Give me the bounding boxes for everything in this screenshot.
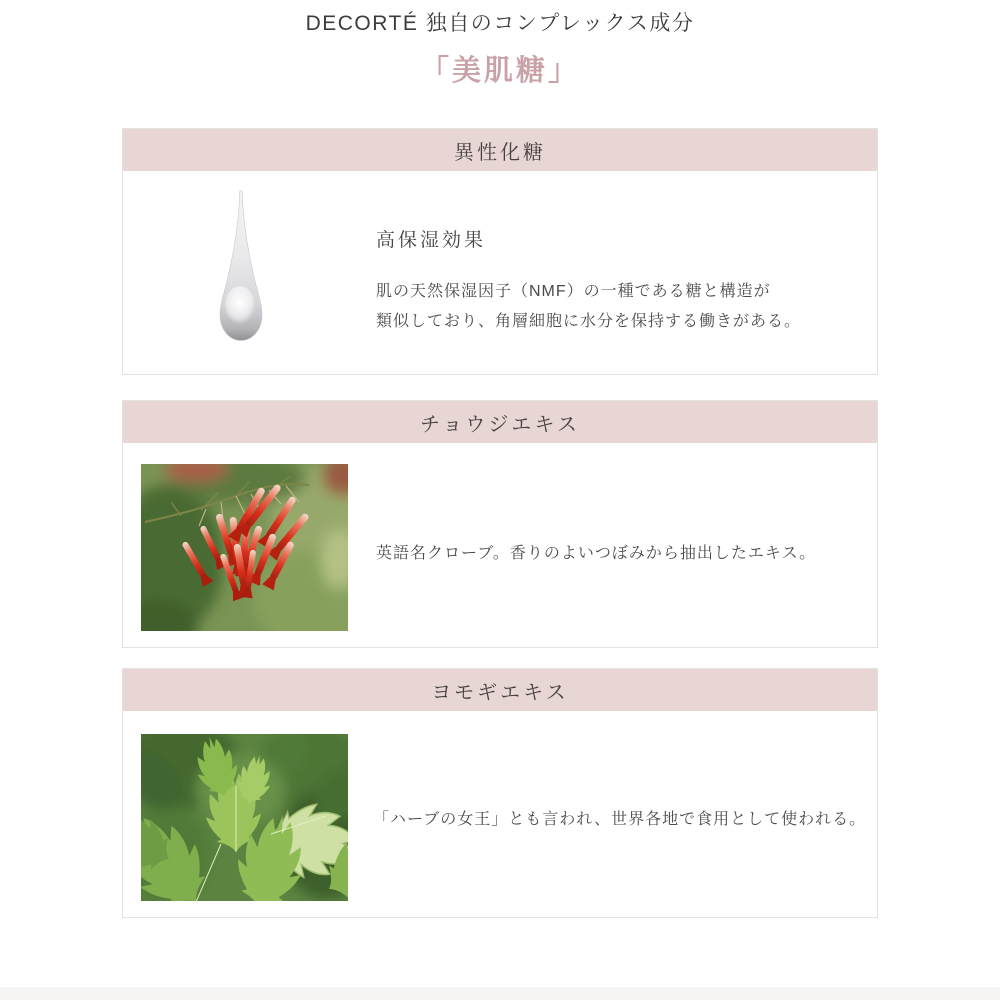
ingredient-card-mugwort-extract (122, 668, 878, 918)
card-description (376, 277, 801, 337)
complex-ingredient-name: 「美肌糖」 (419, 55, 580, 87)
clove-flowers-image (141, 464, 348, 631)
ingredient-card-isomerized-sugar (122, 128, 878, 375)
ingredient-card-clove-extract (122, 400, 878, 648)
card-title: チョウジエキス (123, 401, 877, 443)
card-title: ヨモギエキス (123, 669, 877, 711)
card-description: 英語名クローブ。香りのよいつぼみから抽出したエキス。 (376, 545, 817, 562)
description-line: 肌の天然保湿因子（NMF）の一種である糖と構造が (376, 283, 771, 300)
mugwort-leaves-image (141, 734, 348, 901)
water-drop-image (203, 189, 279, 347)
card-description: 「ハーブの女王」とも言われ、世界各地で食用として使われる。 (373, 811, 867, 828)
page-title: DECORTÉ 独自のコンプレックス成分 (305, 12, 695, 35)
footer-strip (0, 987, 1000, 1000)
description-line: 類似しており、角層細胞に水分を保持する働きがある。 (376, 313, 802, 330)
card-title: 異性化糖 (123, 129, 877, 171)
effect-heading: 高保湿効果 (376, 230, 487, 251)
